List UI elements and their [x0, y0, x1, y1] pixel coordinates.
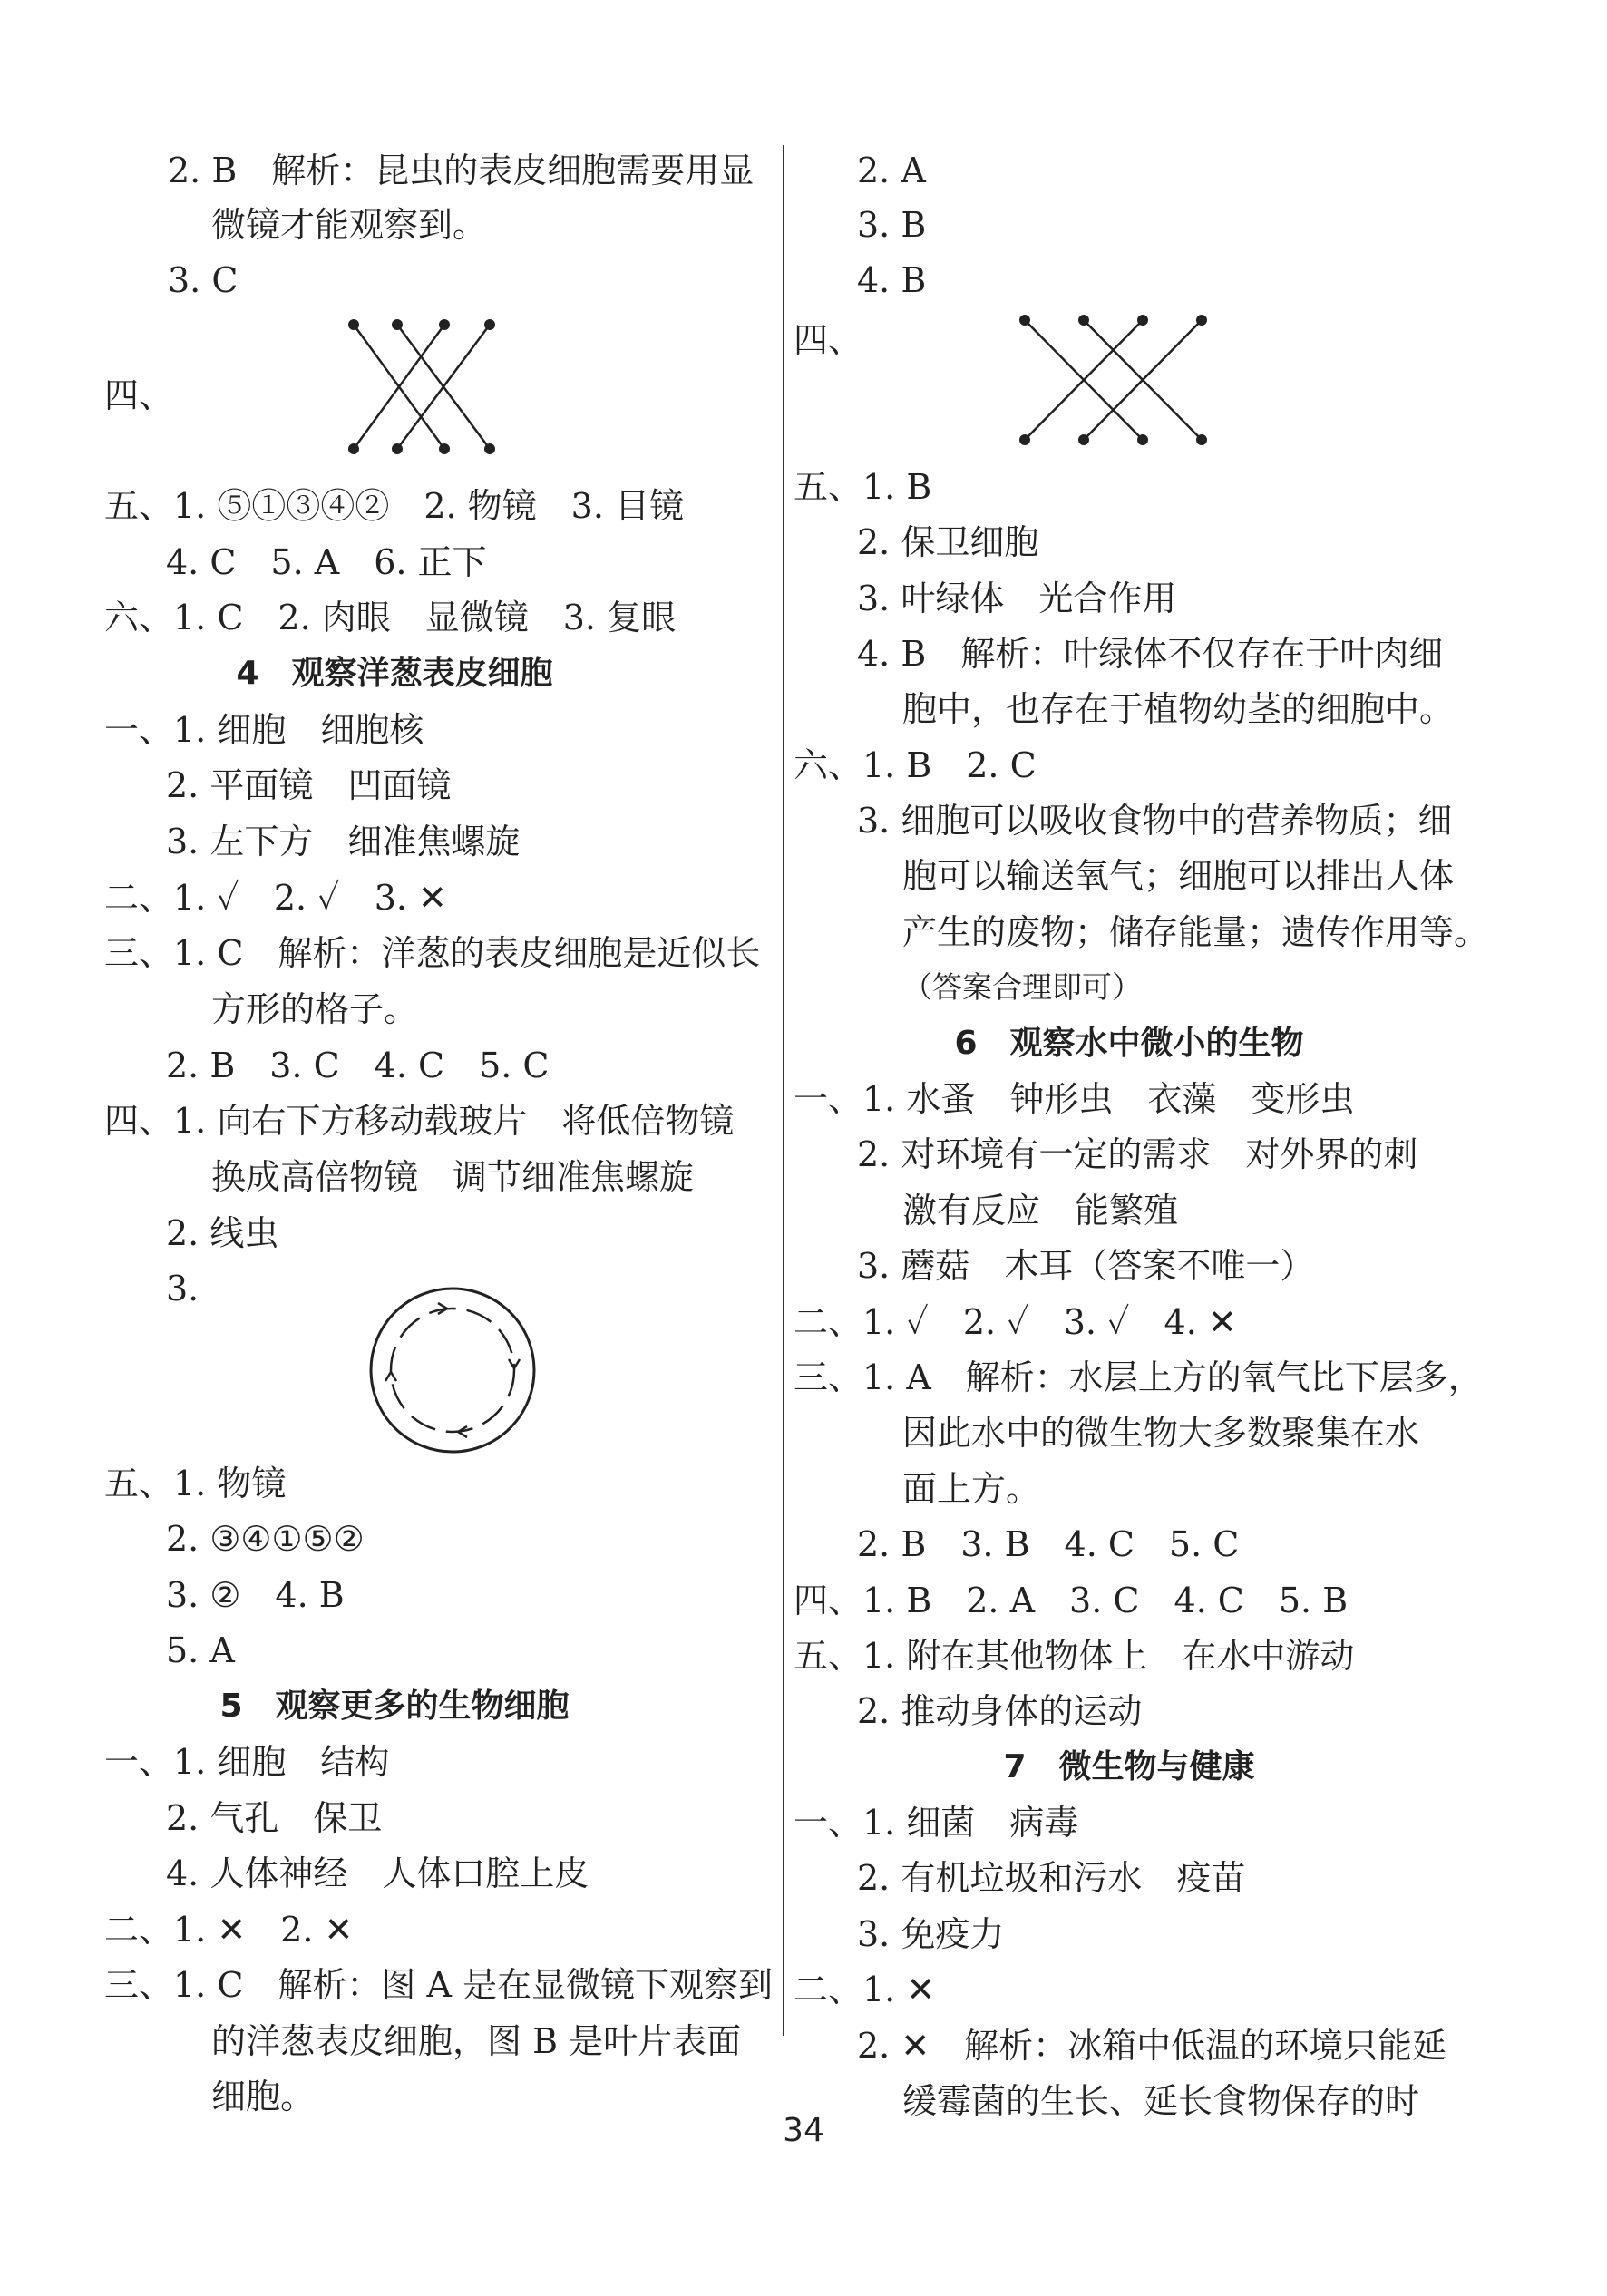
answer-line: （答案合理即可） [902, 969, 1142, 1005]
answer-line: 产生的废物；储存能量；遗传作用等。 [902, 912, 1489, 952]
answer-line: 胞中，也存在于植物幼茎的细胞中。 [902, 689, 1455, 729]
answer-line: 3. [166, 1269, 200, 1309]
answer-line: 缓霉菌的生长、延长食物保存的时 [902, 2081, 1420, 2121]
answer-line: 一、1. 水蚤 钟形虫 衣藻 变形虫 [794, 1079, 1355, 1119]
answer-line: 2. B 3. C 4. C 5. C [166, 1046, 550, 1085]
answer-line: 3. 叶绿体 光合作用 [857, 579, 1177, 618]
answer-line: 3. B [857, 205, 927, 245]
answer-line: 2. 气孔 保卫 [166, 1798, 383, 1838]
answer-line: 微镜才能观察到。 [211, 205, 488, 245]
answer-line: 2. 平面镜 凹面镜 [166, 765, 452, 805]
answer-line: 2. ✕ 解析：冰箱中低温的环境只能延 [857, 2026, 1447, 2066]
answer-line: 2. B 3. B 4. C 5. C [857, 1524, 1240, 1564]
answer-line: 六、1. C 2. 肉眼 显微镜 3. 复眼 [104, 598, 677, 637]
column-divider [783, 145, 784, 2036]
answer-line: 一、1. 细胞 结构 [104, 1742, 390, 1782]
answer-line: 四、1. B 2. A 3. C 4. C 5. B [794, 1581, 1349, 1620]
answer-line: 3. 免疫力 [857, 1914, 1005, 1954]
answer-line: 2. 有机垃圾和污水 疫苗 [857, 1858, 1246, 1898]
answer-line: 五、1. ⑤①③④② 2. 物镜 3. 目镜 [104, 486, 685, 526]
answer-line: 4. C 5. A 6. 正下 [166, 542, 487, 582]
answer-line: 2. 线虫 [166, 1213, 279, 1253]
circular-movement-diagram [365, 1283, 540, 1457]
answer-line: 二、1. ✕ 2. ✕ [104, 1910, 354, 1950]
section-label: 四、 [104, 375, 174, 415]
section-label: 四、 [794, 320, 863, 360]
answer-line: 2. B 解析：昆虫的表皮细胞需要用显 [168, 151, 755, 190]
answer-line: 2. 对环境有一定的需求 对外界的刺 [857, 1134, 1418, 1174]
answer-line: 胞可以输送氧气；细胞可以排出人体 [902, 856, 1455, 896]
answer-line: 2. ③④①⑤② [166, 1519, 365, 1559]
answer-line: 六、1. B 2. C [794, 745, 1037, 785]
matching-lines-diagram [345, 317, 517, 458]
answer-line: 二、1. ✓ 2. ✓ 3. ✕ [104, 878, 447, 918]
answer-line: 的洋葱表皮细胞，图 B 是叶片表面 [211, 2021, 742, 2061]
section-heading: 4 观察洋葱表皮细胞 [236, 655, 553, 692]
matching-lines-diagram [1016, 313, 1233, 449]
answer-line: 激有反应 能繁殖 [902, 1191, 1179, 1231]
answer-line: 面上方。 [902, 1469, 1041, 1509]
answer-line: 4. B 解析：叶绿体不仅存在于叶肉细 [857, 634, 1444, 674]
section-heading: 6 观察水中微小的生物 [954, 1025, 1304, 1062]
answer-line: 3. 蘑菇 木耳（答案不唯一） [857, 1246, 1315, 1286]
answer-line: 换成高倍物镜 调节细准焦螺旋 [211, 1157, 695, 1197]
answer-line: 二、1. ✕ [794, 1970, 936, 2009]
answer-line: 3. 左下方 细准焦螺旋 [166, 822, 521, 861]
answer-line: 因此水中的微生物大多数聚集在水 [902, 1413, 1420, 1453]
section-heading: 5 观察更多的生物细胞 [219, 1688, 570, 1725]
answer-line: 一、1. 细菌 病毒 [794, 1803, 1079, 1843]
answer-line: 细胞。 [211, 2077, 316, 2116]
section-heading: 7 微生物与健康 [1003, 1748, 1255, 1785]
answer-line: 四、1. 向右下方移动载玻片 将低倍物镜 [104, 1101, 735, 1141]
answer-line: 三、1. C 解析：洋葱的表皮细胞是近似长 [104, 933, 761, 973]
answer-line: 三、1. C 解析：图 A 是在显微镜下观察到 [104, 1965, 774, 2005]
answer-line: 三、1. A 解析：水层上方的氧气比下层多， [794, 1357, 1483, 1397]
answer-line: 3. C [168, 260, 239, 300]
answer-line: 2. 推动身体的运动 [857, 1691, 1143, 1731]
answer-line: 五、1. 物镜 [104, 1464, 287, 1503]
answer-line: 5. A [166, 1630, 235, 1670]
answer-line: 2. A [857, 151, 926, 190]
answer-line: 3. ② 4. B [166, 1575, 345, 1615]
answer-line: 方形的格子。 [211, 989, 419, 1029]
answer-line: 一、1. 细胞 细胞核 [104, 710, 424, 750]
answer-line: 4. B [857, 260, 927, 300]
page-number: 34 [783, 2112, 824, 2149]
answer-line: 4. 人体神经 人体口腔上皮 [166, 1853, 589, 1893]
answer-line: 五、1. B [794, 467, 932, 507]
answer-line: 二、1. ✓ 2. ✓ 3. ✓ 4. ✕ [794, 1302, 1237, 1342]
answer-line: 2. 保卫细胞 [857, 522, 1039, 562]
answer-line: 3. 细胞可以吸收食物中的营养物质；细 [857, 801, 1453, 841]
answer-line: 五、1. 附在其他物体上 在水中游动 [794, 1636, 1355, 1676]
